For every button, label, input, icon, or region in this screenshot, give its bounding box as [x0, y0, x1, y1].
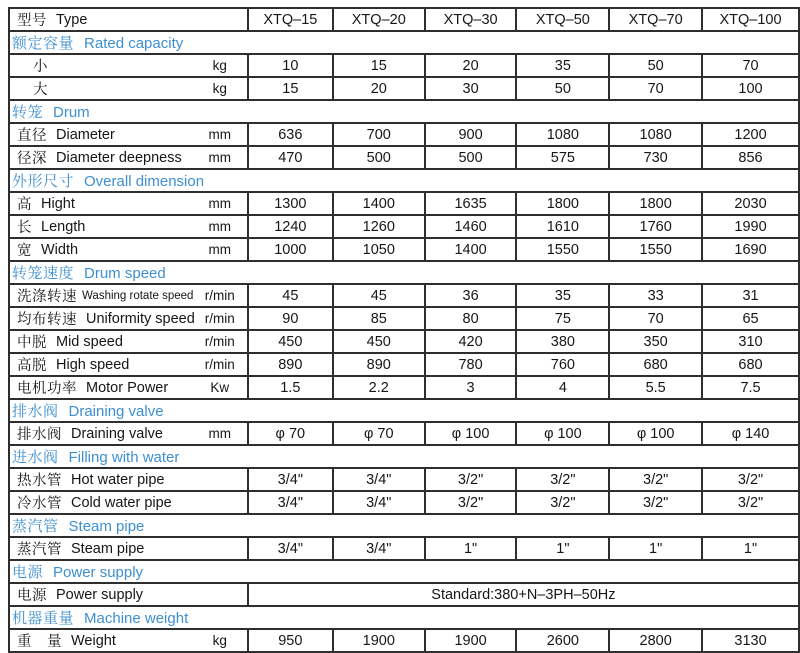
row-label-zh: 直径	[17, 128, 47, 144]
spec-data-row	[9, 238, 799, 261]
spec-data-row	[9, 491, 799, 514]
spec-value-cell: 700	[333, 123, 425, 146]
spec-value-cell: 1050	[333, 238, 425, 261]
spec-value-cell: 31	[702, 284, 799, 307]
section-title-en: Machine weight	[84, 610, 189, 627]
row-label-zh: 中脱	[17, 335, 47, 351]
row-label-zh: 径深	[17, 151, 47, 167]
spec-value-cell: 890	[333, 353, 425, 376]
row-label-cell	[9, 238, 248, 261]
model-name-cell: XTQ–50	[516, 8, 609, 31]
spec-data-row	[9, 629, 799, 652]
row-label-en: Type	[56, 11, 88, 28]
row-label-en: Steam pipe	[71, 540, 145, 557]
row-label-wrap	[12, 55, 245, 76]
spec-data-row	[9, 422, 799, 445]
spec-value-cell: 2030	[702, 192, 799, 215]
row-label-zh: 高脱	[17, 358, 47, 374]
spec-value-cell: 45	[248, 284, 333, 307]
row-label-zh: 热水管	[17, 473, 62, 489]
section-header-row	[9, 514, 799, 537]
row-label-en: Mid speed	[56, 333, 123, 350]
spec-value-cell: 65	[702, 307, 799, 330]
spec-data-row	[9, 123, 799, 146]
row-label-en: Weight	[71, 632, 116, 649]
spec-value-cell: 70	[702, 54, 799, 77]
section-header-row	[9, 169, 799, 192]
spec-value-cell: 3/2"	[702, 468, 799, 491]
row-label-zh: 小	[33, 59, 48, 75]
spec-value-cell: 3	[425, 376, 517, 399]
spec-data-row	[9, 537, 799, 560]
row-unit-label: r/min	[204, 334, 235, 349]
row-label-en: Diameter	[56, 126, 115, 143]
spec-value-cell: 7.5	[702, 376, 799, 399]
model-name-cell: XTQ–20	[333, 8, 425, 31]
row-label-wrap	[12, 9, 245, 30]
row-unit-label: mm	[208, 127, 232, 142]
section-title-zh: 进水阀	[12, 449, 59, 466]
row-label-cell	[9, 192, 248, 215]
spec-value-cell: 380	[516, 330, 609, 353]
row-label-cell	[9, 468, 248, 491]
spec-data-row	[9, 468, 799, 491]
section-header-row	[9, 560, 799, 583]
row-unit-label: mm	[208, 150, 232, 165]
spec-table-body	[9, 8, 799, 652]
row-label-zh: 均布转速	[17, 312, 77, 328]
row-label-cell	[9, 583, 248, 606]
spec-value-cell: 730	[609, 146, 702, 169]
row-label-cell	[9, 422, 248, 445]
spec-value-cell: 1460	[425, 215, 517, 238]
spec-value-cell: 3/2"	[609, 491, 702, 514]
section-title-zh: 电源	[12, 564, 44, 581]
row-label-cell	[9, 330, 248, 353]
spec-value-cell: 680	[609, 353, 702, 376]
spec-value-cell: 1550	[516, 238, 609, 261]
spec-value-cell: 35	[516, 54, 609, 77]
row-label-en: Washing rotate speed	[82, 289, 194, 302]
row-label-zh: 电源	[17, 588, 47, 604]
row-label-zh: 长	[17, 220, 32, 236]
row-label-wrap	[12, 538, 245, 559]
section-title-en: Drum speed	[84, 265, 166, 282]
row-unit-label: mm	[208, 426, 232, 441]
spec-value-cell: 1610	[516, 215, 609, 238]
spec-value-cell: 45	[333, 284, 425, 307]
spec-value-cell: 680	[702, 353, 799, 376]
spec-table	[8, 7, 800, 653]
section-header-row	[9, 606, 799, 629]
row-label-cell	[9, 146, 248, 169]
spec-data-row	[9, 146, 799, 169]
spec-value-cell: 3/4"	[333, 491, 425, 514]
row-label-wrap	[12, 147, 245, 168]
spec-value-cell: 3/2"	[609, 468, 702, 491]
models-header-row	[9, 8, 799, 31]
section-title-en: Draining valve	[68, 403, 164, 420]
spec-value-cell: 3/2"	[702, 491, 799, 514]
row-label-cell	[9, 8, 248, 31]
row-label-en: Hot water pipe	[71, 471, 165, 488]
spec-value-cell: 3/4"	[333, 468, 425, 491]
section-title-cell	[9, 445, 799, 468]
row-unit-label: kg	[212, 633, 227, 648]
spec-value-cell: 33	[609, 284, 702, 307]
row-label-zh: 蒸汽管	[17, 542, 62, 558]
row-label-wrap	[12, 216, 245, 237]
spec-value-cell: 1"	[609, 537, 702, 560]
spec-value-cell: 575	[516, 146, 609, 169]
row-label-wrap	[12, 584, 245, 605]
row-label-en: Draining valve	[71, 425, 163, 442]
spec-value-cell: 1"	[516, 537, 609, 560]
spec-value-cell: 760	[516, 353, 609, 376]
row-label-en: Length	[41, 218, 86, 235]
spec-value-cell: 2.2	[333, 376, 425, 399]
spec-data-row	[9, 583, 799, 606]
row-label-wrap	[12, 423, 245, 444]
spec-value-cell: 3/4"	[248, 537, 333, 560]
spec-value-cell: 1800	[516, 192, 609, 215]
row-label-en: Power supply	[56, 586, 144, 603]
row-unit-label: r/min	[204, 311, 235, 326]
spec-value-cell: 70	[609, 77, 702, 100]
spec-value-cell: 1080	[516, 123, 609, 146]
row-unit-label: kg	[212, 81, 227, 96]
row-label-zh: 大	[33, 82, 48, 98]
spec-value-cell: 3/4"	[248, 468, 333, 491]
spec-value-cell: 10	[248, 54, 333, 77]
spec-data-row	[9, 330, 799, 353]
row-label-wrap	[12, 492, 245, 513]
row-label-wrap	[12, 377, 245, 398]
spec-value-cell: 1240	[248, 215, 333, 238]
row-label-en: Motor Power	[86, 379, 169, 396]
spec-value-cell: 1400	[333, 192, 425, 215]
spec-value-cell: 2800	[609, 629, 702, 652]
spec-value-cell: 950	[248, 629, 333, 652]
spec-value-cell: 50	[516, 77, 609, 100]
section-title-zh: 蒸汽管	[12, 518, 59, 535]
spec-value-cell: 1300	[248, 192, 333, 215]
spec-value-cell: 470	[248, 146, 333, 169]
spec-data-row	[9, 353, 799, 376]
section-header-row	[9, 399, 799, 422]
section-title-cell	[9, 399, 799, 422]
spec-value-cell: 420	[425, 330, 517, 353]
section-title-en: Filling with water	[68, 449, 180, 466]
section-title-zh: 转笼速度	[12, 265, 75, 282]
section-header-row	[9, 445, 799, 468]
spec-value-cell: 3/2"	[516, 468, 609, 491]
spec-value-cell: 1400	[425, 238, 517, 261]
spec-value-cell: 1900	[333, 629, 425, 652]
row-label-cell	[9, 353, 248, 376]
section-title-cell	[9, 560, 799, 583]
spec-value-cell: 80	[425, 307, 517, 330]
spec-value-cell: 1.5	[248, 376, 333, 399]
row-label-wrap	[12, 469, 245, 490]
spec-value-cell: 780	[425, 353, 517, 376]
section-title-cell	[9, 261, 799, 284]
spec-value-cell: 3/4"	[248, 491, 333, 514]
spec-value-cell: 310	[702, 330, 799, 353]
spec-value-cell: 15	[248, 77, 333, 100]
spec-data-row	[9, 54, 799, 77]
section-title-en: Overall dimension	[84, 173, 205, 190]
row-label-cell	[9, 491, 248, 514]
row-label-wrap	[12, 331, 245, 352]
power-standard-value-cell: Standard:380+N–3PH–50Hz	[248, 583, 799, 606]
spec-value-cell: 5.5	[609, 376, 702, 399]
row-unit-label: kg	[212, 58, 227, 73]
spec-value-cell: 1000	[248, 238, 333, 261]
spec-data-row	[9, 284, 799, 307]
spec-value-cell: 3/4"	[333, 537, 425, 560]
spec-value-cell: φ 100	[516, 422, 609, 445]
section-title-zh: 排水阀	[12, 403, 59, 420]
row-label-zh: 排水阀	[17, 427, 62, 443]
spec-value-cell: 500	[333, 146, 425, 169]
spec-value-cell: 90	[248, 307, 333, 330]
row-label-cell	[9, 376, 248, 399]
row-label-wrap	[12, 308, 245, 329]
section-header-row	[9, 31, 799, 54]
section-title-en: Drum	[53, 104, 90, 121]
row-label-wrap	[12, 285, 245, 306]
row-label-en: Diameter deepness	[56, 149, 182, 166]
spec-value-cell: 2600	[516, 629, 609, 652]
spec-value-cell: 1550	[609, 238, 702, 261]
spec-value-cell: 500	[425, 146, 517, 169]
spec-value-cell: 20	[425, 54, 517, 77]
spec-value-cell: 1635	[425, 192, 517, 215]
section-title-cell	[9, 514, 799, 537]
spec-value-cell: 3/2"	[516, 491, 609, 514]
spec-value-cell: 1900	[425, 629, 517, 652]
row-label-en: Width	[41, 241, 79, 258]
spec-value-cell: 100	[702, 77, 799, 100]
spec-value-cell: 3130	[702, 629, 799, 652]
spec-data-row	[9, 307, 799, 330]
row-label-zh: 电机功率	[17, 381, 77, 397]
spec-value-cell: 1"	[702, 537, 799, 560]
spec-value-cell: 1"	[425, 537, 517, 560]
row-label-wrap	[12, 354, 245, 375]
spec-value-cell: 15	[333, 54, 425, 77]
row-unit-label: mm	[208, 242, 232, 257]
spec-value-cell: φ 70	[333, 422, 425, 445]
row-label-en: Uniformity speed	[86, 310, 195, 327]
section-title-en: Power supply	[53, 564, 144, 581]
section-header-row	[9, 100, 799, 123]
section-header-row	[9, 261, 799, 284]
spec-value-cell: 856	[702, 146, 799, 169]
row-unit-label: mm	[208, 196, 232, 211]
row-label-en: Hight	[41, 195, 75, 212]
section-title-zh: 转笼	[12, 104, 44, 121]
spec-value-cell: 1800	[609, 192, 702, 215]
section-title-cell	[9, 100, 799, 123]
row-label-cell	[9, 307, 248, 330]
model-name-cell: XTQ–15	[248, 8, 333, 31]
row-label-cell	[9, 215, 248, 238]
section-title-cell	[9, 169, 799, 192]
row-label-zh: 冷水管	[17, 496, 62, 512]
spec-value-cell: 890	[248, 353, 333, 376]
spec-value-cell: 50	[609, 54, 702, 77]
row-unit-label: r/min	[204, 357, 235, 372]
spec-value-cell: 1200	[702, 123, 799, 146]
row-label-en: High speed	[56, 356, 130, 373]
row-label-wrap	[12, 239, 245, 260]
spec-value-cell: 1990	[702, 215, 799, 238]
spec-value-cell: 4	[516, 376, 609, 399]
spec-value-cell: 75	[516, 307, 609, 330]
model-name-cell: XTQ–30	[425, 8, 517, 31]
row-label-cell	[9, 123, 248, 146]
row-label-zh: 型号	[17, 13, 47, 29]
spec-value-cell: 3/2"	[425, 491, 517, 514]
spec-value-cell: φ 70	[248, 422, 333, 445]
spec-value-cell: 20	[333, 77, 425, 100]
row-label-zh: 宽	[17, 243, 32, 259]
section-title-en: Steam pipe	[68, 518, 145, 535]
spec-sheet	[8, 7, 800, 653]
section-title-cell	[9, 31, 799, 54]
spec-value-cell: 1760	[609, 215, 702, 238]
row-label-wrap	[12, 78, 245, 99]
row-label-zh: 高	[17, 197, 32, 213]
row-label-cell	[9, 54, 248, 77]
spec-value-cell: 450	[333, 330, 425, 353]
section-title-cell	[9, 606, 799, 629]
spec-value-cell: 85	[333, 307, 425, 330]
spec-value-cell: 36	[425, 284, 517, 307]
model-name-cell: XTQ–100	[702, 8, 799, 31]
spec-value-cell: 450	[248, 330, 333, 353]
row-unit-label: Kw	[210, 380, 230, 395]
section-title-zh: 外形尺寸	[12, 173, 75, 190]
spec-value-cell: 35	[516, 284, 609, 307]
row-label-zh: 洗涤转速	[17, 289, 77, 305]
spec-value-cell: 1690	[702, 238, 799, 261]
spec-value-cell: φ 100	[609, 422, 702, 445]
spec-value-cell: φ 100	[425, 422, 517, 445]
spec-value-cell: 1080	[609, 123, 702, 146]
section-title-en: Rated capacity	[84, 35, 184, 52]
spec-data-row	[9, 77, 799, 100]
row-label-wrap	[12, 630, 245, 651]
row-label-cell	[9, 77, 248, 100]
row-unit-label: r/min	[204, 288, 235, 303]
spec-data-row	[9, 376, 799, 399]
row-unit-label: mm	[208, 219, 232, 234]
row-label-zh: 重 量	[17, 634, 62, 650]
row-label-cell	[9, 629, 248, 652]
spec-value-cell: 900	[425, 123, 517, 146]
section-title-zh: 额定容量	[12, 35, 75, 52]
row-label-cell	[9, 284, 248, 307]
spec-value-cell: 1260	[333, 215, 425, 238]
row-label-en: Cold water pipe	[71, 494, 172, 511]
spec-value-cell: 70	[609, 307, 702, 330]
model-name-cell: XTQ–70	[609, 8, 702, 31]
spec-data-row	[9, 215, 799, 238]
row-label-cell	[9, 537, 248, 560]
spec-value-cell: φ 140	[702, 422, 799, 445]
row-label-wrap	[12, 124, 245, 145]
spec-value-cell: 30	[425, 77, 517, 100]
row-label-wrap	[12, 193, 245, 214]
section-title-zh: 机器重量	[12, 610, 75, 627]
spec-data-row	[9, 192, 799, 215]
spec-value-cell: 3/2"	[425, 468, 517, 491]
spec-value-cell: 636	[248, 123, 333, 146]
spec-value-cell: 350	[609, 330, 702, 353]
